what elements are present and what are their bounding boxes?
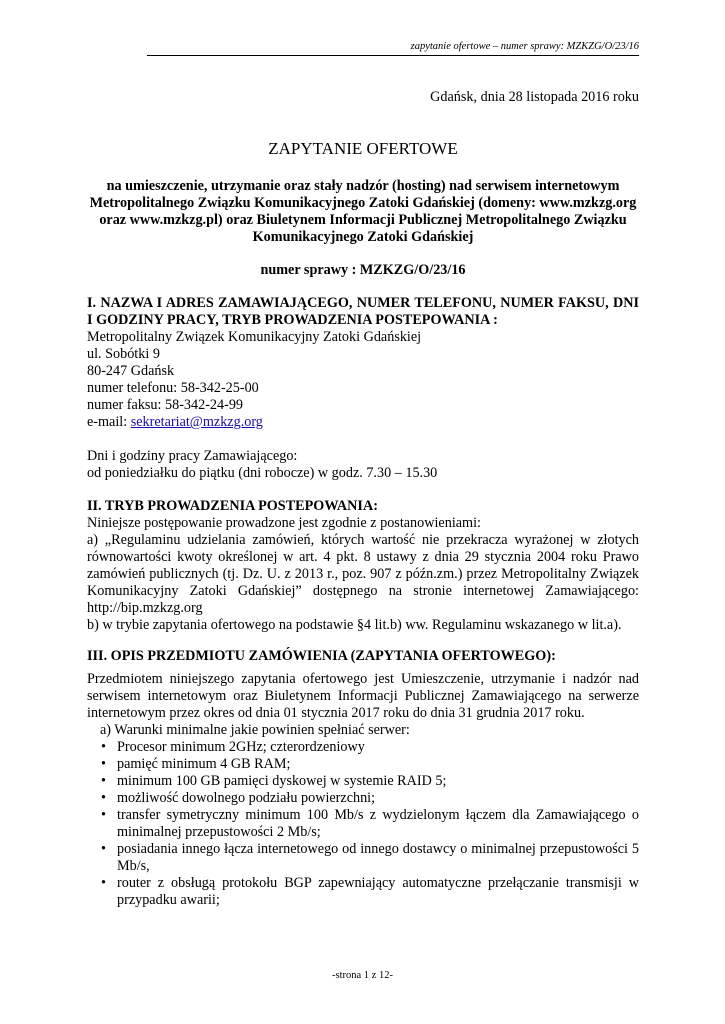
- org-name: Metropolitalny Związek Komunikacyjny Zatoki Gdańskiej: [87, 329, 422, 345]
- section-1-heading: I. NAZWA I ADRES ZAMAWIAJĄCEGO, NUMER TELEFONU, NUMER FAKSU, DNI I GODZINY PRACY, TRYB PROWADZENIA POSTEPOWANIA :: [87, 295, 639, 328]
- bullet-icon: •: [101, 841, 106, 857]
- list-item: • Procesor minimum 2GHz; czterordzeniowy: [101, 739, 365, 755]
- list-item: • pamięć minimum 4 GB RAM;: [101, 756, 291, 772]
- case-number: numer sprawy : MZKZG/O/23/16: [260, 262, 466, 278]
- org-fax: numer faksu: 58-342-24-99: [87, 397, 244, 413]
- org-email-line: [87, 414, 639, 431]
- bullet-icon: •: [101, 790, 106, 806]
- list-item: • minimum 100 GB pamięci dyskowej w systemie RAID 5;: [101, 773, 447, 789]
- working-hours-label: Dni i godziny pracy Zamawiającego:: [87, 448, 298, 464]
- page-footer: -strona 1 z 12-: [332, 970, 393, 981]
- section-1-body: [87, 329, 639, 482]
- org-phone: numer telefonu: 58-342-25-00: [87, 380, 259, 396]
- section-2-body: [87, 515, 639, 634]
- bullet-icon: •: [101, 807, 106, 823]
- date-line: Gdańsk, dnia 28 listopada 2016 roku: [430, 89, 639, 105]
- section-2-item-b: b) w trybie zapytania ofertowego na podstawie §4 lit.b) ww. Regulaminu wskazanego w lit.a).: [87, 617, 622, 633]
- document-title: ZAPYTANIE OFERTOWE: [268, 139, 458, 158]
- list-item: • posiadania innego łącza internetowego od innego dostawcy o minimalnej przepustowości 5 Mb/s,: [101, 841, 639, 874]
- section-3-body: [87, 671, 639, 909]
- list-item: • transfer symetryczny minimum 100 Mb/s z wydzielonym łączem dla Zamawiającego o minimalnej przepustowości 2 Mb/s;: [101, 807, 639, 840]
- document-subtitle: na umieszczenie, utrzymanie oraz stały nadzór (hosting) nad serwisem internetowym Metropolitalnego Związku Komunikacyjnego Zatoki Gdańskiej (domeny: www.mzkzg.org oraz www.mzkzg.pl) oraz Biuletynem Informacji Publicznej Metropolitalnego Związku Komunikacyjnego Zatoki Gdańskiej: [89, 178, 637, 245]
- bullet-icon: •: [101, 773, 106, 789]
- bullet-icon: •: [101, 875, 106, 891]
- document-page: [87, 40, 639, 909]
- section-2-heading: II. TRYB PROWADZENIA POSTEPOWANIA:: [87, 498, 378, 514]
- email-label: e-mail:: [87, 414, 131, 430]
- list-item: • router z obsługą protokołu BGP zapewniający automatyczne przełączanie transmisji w przypadku awarii;: [101, 875, 639, 908]
- section-3-heading: III. OPIS PRZEDMIOTU ZAMÓWIENIA (ZAPYTANIA OFERTOWEGO):: [87, 648, 556, 664]
- section-3-sub-a: a) Warunki minimalne jakie powinien spełniać serwer:: [100, 722, 410, 738]
- section-3-intro: Przedmiotem niniejszego zapytania ofertowego jest Umieszczenie, utrzymanie i nadzór nad serwisem internetowym oraz Biuletynem Informacji Publicznej Zamawiającego na serwerze internetowym przez okres od dnia 01 stycznia 2017 roku do dnia 31 grudnia 2017 roku.: [87, 671, 639, 721]
- section-2-intro: Niniejsze postępowanie prowadzone jest zgodnie z postanowieniami:: [87, 515, 481, 531]
- running-header: zapytanie ofertowe – numer sprawy: MZKZG/O/23/16: [147, 40, 639, 56]
- bullet-icon: •: [101, 756, 106, 772]
- server-requirements-list: [87, 739, 639, 909]
- working-hours: od poniedziałku do piątku (dni robocze) w godz. 7.30 – 15.30: [87, 465, 438, 481]
- section-2-item-a: a) „Regulaminu udzielania zamówień, których wartość nie przekracza wyrażonej w złotych równowartości kwoty określonej w art. 4 pkt. 8 ustawy z dnia 29 stycznia 2004 roku Prawo zamówień publicznych (tj. Dz. U. z 2013 r., poz. 907 z późn.zm.) przez Metropolitalny Związek Komunikacyjny Zatoki Gdańskiej” dostępnego na stronie internetowej Zamawiającego: http://bip.mzkzg.org: [87, 532, 639, 616]
- bullet-icon: •: [101, 739, 106, 755]
- org-city: 80-247 Gdańsk: [87, 363, 175, 379]
- email-link[interactable]: sekretariat@mzkzg.org: [130, 414, 263, 430]
- org-street: ul. Sobótki 9: [87, 346, 160, 362]
- list-item: • możliwość dowolnego podziału powierzchni;: [101, 790, 376, 806]
